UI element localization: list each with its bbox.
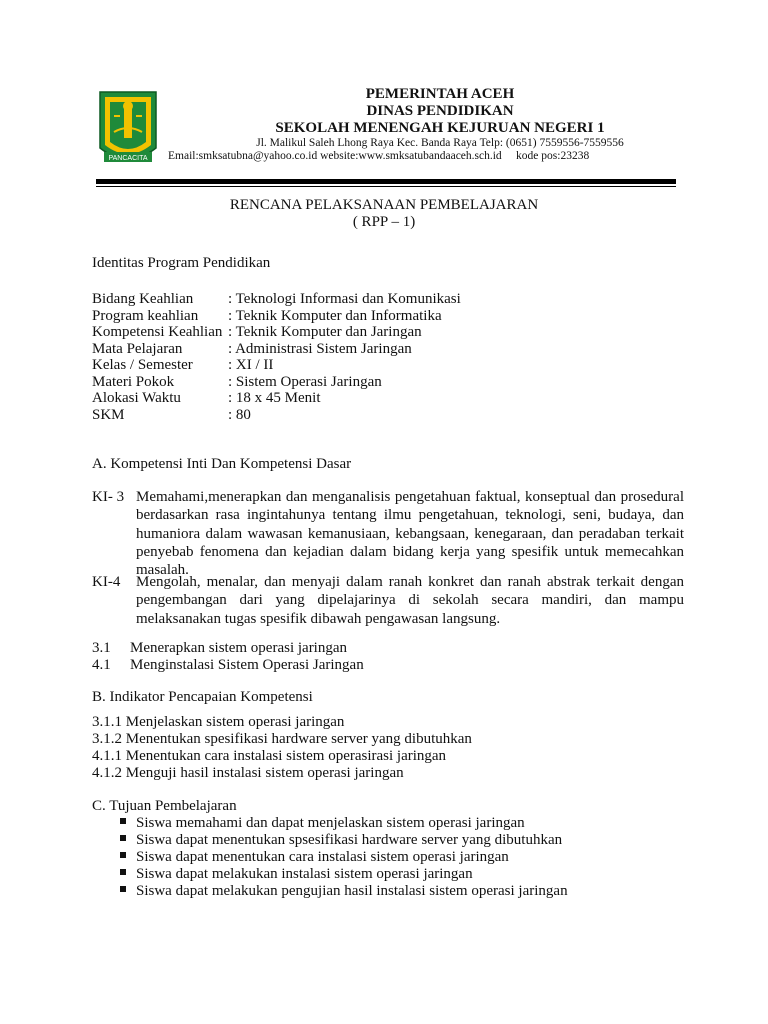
kd-text: Menerapkan sistem operasi jaringan <box>130 640 348 656</box>
identity-value: : Administrasi Sistem Jaringan <box>228 340 412 357</box>
kd-number: 4.1 <box>92 657 111 673</box>
logo-caption: PANCACITA <box>108 155 148 162</box>
identity-value: : Sistem Operasi Jaringan <box>228 373 382 390</box>
identity-label: Program keahlian <box>92 307 199 324</box>
indicator-item: 4.1.2 Menguji hasil instalasi sistem operasi jaringan <box>92 765 404 781</box>
document-subtitle: ( RPP – 1) <box>352 214 416 230</box>
objective-text: Siswa dapat melakukan instalasi sistem operasi jaringan <box>136 866 473 882</box>
identity-value: : Teknologi Informasi dan Komunikasi <box>228 291 461 307</box>
objective-text: Siswa dapat melakukan pengujian hasil instalasi sistem operasi jaringan <box>136 883 568 899</box>
objective-text: Siswa dapat menentukan spsesifikasi hardware server yang dibutuhkan <box>136 832 563 848</box>
header-divider-thick <box>96 179 676 184</box>
identity-value: : Teknik Komputer dan Jaringan <box>228 324 422 340</box>
indicator-item: 3.1.2 Menentukan spesifikasi hardware server yang dibutuhkan <box>92 731 472 747</box>
objective-text: Siswa memahami dan dapat menjelaskan sistem operasi jaringan <box>136 815 525 831</box>
header-address: Jl. Malikul Saleh Lhong Raya Kec. Banda Raya Telp: (0651) 7559556-7559556 <box>256 137 624 149</box>
identity-label: Materi Pokok <box>92 373 175 390</box>
identity-label: Mata Pelajaran <box>92 340 183 357</box>
header-school-name: SEKOLAH MENENGAH KEJURUAN NEGERI 1 <box>275 120 605 136</box>
ki4-label: KI-4 <box>92 574 121 590</box>
objective-text: Siswa dapat menentukan cara instalasi sistem operasi jaringan <box>136 849 509 865</box>
bullet-square-icon <box>120 852 126 858</box>
bullet-square-icon <box>120 886 126 892</box>
objective-item <box>120 849 509 866</box>
section-a-heading: A. Kompetensi Inti Dan Kompetensi Dasar <box>92 456 352 472</box>
ki3-label: KI- 3 <box>92 489 125 505</box>
header-government: PEMERINTAH ACEH <box>365 86 515 102</box>
objective-item <box>120 866 473 883</box>
identity-label: Kompetensi Keahlian <box>92 324 223 340</box>
ki4-text: Mengolah, menalar, dan menyaji dalam ranah konkret dan ranah abstrak terkait dengan pengembangan dari yang dipelajarinya di sekolah secara mandiri, dan mampu melaksanakan tugas spesifik dibawah pengawasan langsung. <box>136 574 684 627</box>
section-b-heading: B. Indikator Pencapaian Kompetensi <box>92 689 313 705</box>
identity-value: : Teknik Komputer dan Informatika <box>228 307 442 324</box>
header-divider-thin <box>96 186 676 187</box>
bullet-square-icon <box>120 835 126 841</box>
bullet-square-icon <box>120 869 126 875</box>
identity-value: : XI / II <box>228 357 274 373</box>
section-c-heading: C. Tujuan Pembelajaran <box>92 798 237 814</box>
identity-value: : 80 <box>228 406 251 423</box>
ki3-text: Memahami,menerapkan dan menganalisis pengetahuan faktual, konseptual dan prosedural berdasarkan rasa ingintahunya tentang ilmu pengetahuan, teknologi, seni, budaya, dan humaniora dalam wawasan kemanusiaan, kebangsaan, kenegaraan, dan peradaban terkait penyebab fenomena dan kejadian dalam bidang kerja yang spesifik untuk memecahkan masalah. <box>136 489 684 579</box>
identity-label: Bidang Keahlian <box>92 291 194 307</box>
objective-item <box>120 832 562 849</box>
bullet-square-icon <box>120 818 126 824</box>
identity-label: Alokasi Waktu <box>92 390 181 406</box>
kd-text: Menginstalasi Sistem Operasi Jaringan <box>130 657 364 673</box>
header-contact: Email:smksatubna@yahoo.co.id website:www.smksatubandaaceh.sch.id kode pos:23238 <box>168 150 590 162</box>
identity-label: Kelas / Semester <box>92 357 193 373</box>
document-title: RENCANA PELAKSANAAN PEMBELAJARAN <box>229 197 539 213</box>
indicator-item: 3.1.1 Menjelaskan sistem operasi jaringan <box>92 714 345 730</box>
identity-heading: Identitas Program Pendidikan <box>92 255 271 271</box>
school-emblem-logo <box>96 86 160 170</box>
kd-number: 3.1 <box>92 640 111 656</box>
header-department: DINAS PENDIDIKAN <box>366 103 514 119</box>
identity-label: SKM <box>92 406 125 423</box>
identity-value: : 18 x 45 Menit <box>228 390 321 406</box>
indicator-item: 4.1.1 Menentukan cara instalasi sistem operasirasi jaringan <box>92 748 447 764</box>
objective-item <box>120 815 525 832</box>
objective-item <box>120 883 568 900</box>
